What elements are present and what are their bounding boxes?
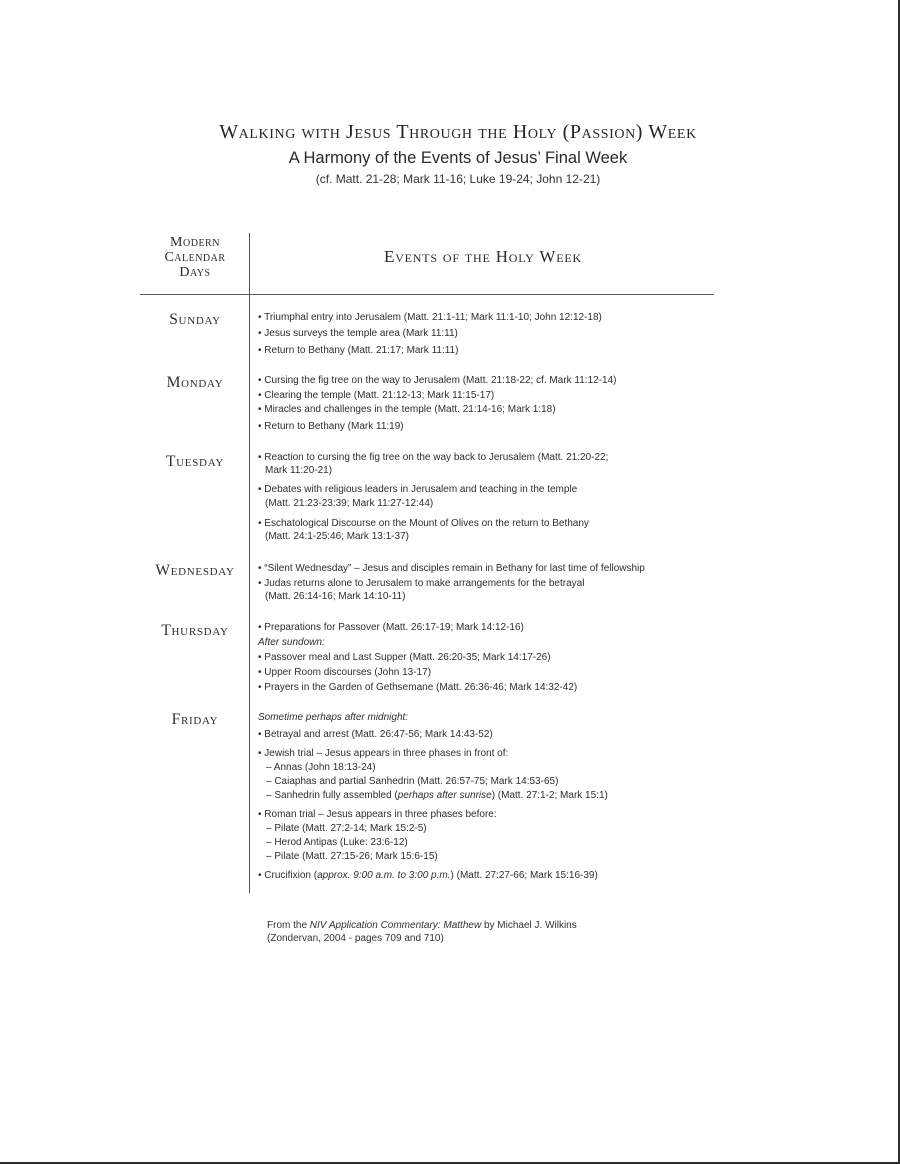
event-monday-1: • Cursing the fig tree on the way to Jerusalem (Matt. 21:18-22; cf. Mark 11:12-14) [258, 375, 617, 386]
event-tuesday-2-cont: (Matt. 21:23-23:39; Mark 11:27-12:44) [265, 498, 434, 509]
event-thursday-3: • Upper Room discourses (John 13-17) [258, 667, 432, 678]
day-wednesday: Wednesday [155, 562, 235, 579]
event-wednesday-2-cont: (Matt. 26:14-16; Mark 14:10-11) [265, 591, 406, 602]
event-tuesday-1: • Reaction to cursing the fig tree on the way back to Jerusalem (Matt. 21:20-22; [258, 452, 609, 463]
column-header-days-line2: Calendar [164, 250, 226, 265]
event-monday-3: • Miracles and challenges in the temple (Matt. 21:14-16; Mark 1:18) [258, 404, 556, 415]
source-prefix: From the [267, 920, 310, 931]
event-tuesday-2: • Debates with religious leaders in Jerusalem and teaching in the temple [258, 484, 578, 495]
event-friday-1: • Betrayal and arrest (Matt. 26:47-56; Mark 14:43-52) [258, 729, 493, 740]
event-friday-4-note: approx. 9:00 a.m. to 3:00 p.m. [317, 870, 451, 881]
event-sunday-3: • Return to Bethany (Matt. 21:17; Mark 11:11) [258, 345, 459, 356]
event-tuesday-1-cont: Mark 11:20-21) [265, 465, 333, 476]
day-tuesday: Tuesday [166, 453, 224, 470]
column-header-days-line1: Modern [170, 235, 220, 250]
event-wednesday-2: • Judas returns alone to Jerusalem to make arrangements for the betrayal [258, 578, 585, 589]
source-book: NIV Application Commentary: Matthew [309, 920, 482, 931]
event-tuesday-3: • Eschatological Discourse on the Mount of Olives on the return to Bethany [258, 518, 589, 529]
event-friday-3: • Roman trial – Jesus appears in three phases before: [258, 809, 497, 820]
event-friday-4 [258, 869, 718, 882]
event-thursday-2: • Passover meal and Last Supper (Matt. 26:20-35; Mark 14:17-26) [258, 652, 551, 663]
event-friday-2-sanhedrin-a: – Sanhedrin fully assembled ( [266, 790, 398, 801]
event-thursday-4: • Prayers in the Garden of Gethsemane (Matt. 26:36-46; Mark 14:32-42) [258, 682, 578, 693]
day-thursday: Thursday [161, 622, 229, 639]
event-tuesday-3-cont: (Matt. 24:1-25:46; Mark 13:1-37) [265, 531, 409, 542]
source-publisher: (Zondervan, 2004 - pages 709 and 710) [267, 933, 444, 944]
event-friday-3-herod: – Herod Antipas (Luke: 23:6-12) [266, 837, 408, 848]
event-friday-2-caiaphas: – Caiaphas and partial Sanhedrin (Matt. 26:57-75; Mark 14:53-65) [266, 776, 559, 787]
column-header-events: Events of the Holy Week [384, 247, 582, 266]
event-sunday-1: • Triumphal entry into Jerusalem (Matt. 21:1-11; Mark 11:1-10; John 12:12-18) [258, 312, 602, 323]
event-friday-4-b: ) (Matt. 27:27-66; Mark 15:16-39) [450, 870, 598, 881]
day-sunday: Sunday [169, 311, 221, 328]
day-monday: Monday [166, 374, 224, 391]
event-wednesday-1: • “Silent Wednesday” – Jesus and disciples remain in Bethany for last time of fellowship [258, 563, 645, 574]
column-header-days [142, 235, 248, 280]
page-subtitle: A Harmony of the Events of Jesus’ Final Week [288, 149, 628, 167]
page-title: Walking with Jesus Through the Holy (Passion) Week [219, 121, 697, 143]
event-monday-2: • Clearing the temple (Matt. 21:12-13; Mark 11:15-17) [258, 390, 495, 401]
day-friday: Friday [171, 711, 219, 728]
event-friday-2: • Jewish trial – Jesus appears in three phases in front of: [258, 748, 509, 759]
event-friday-2-sanhedrin-b: ) (Matt. 27:1-2; Mark 15:1) [491, 790, 608, 801]
source-citation [267, 919, 687, 945]
column-divider [249, 233, 250, 893]
event-thursday-note: After sundown: [258, 637, 325, 648]
event-thursday-1: • Preparations for Passover (Matt. 26:17-19; Mark 14:12-16) [258, 622, 524, 633]
event-monday-4: • Return to Bethany (Mark 11:19) [258, 421, 404, 432]
event-friday-2-sanhedrin [266, 789, 726, 802]
event-friday-3-pilate-1: – Pilate (Matt. 27:2-14; Mark 15:2-5) [266, 823, 427, 834]
source-author: by Michael J. Wilkins [481, 920, 577, 931]
event-friday-2-annas: – Annas (John 18:13-24) [266, 762, 376, 773]
source-citation-line1 [267, 919, 687, 932]
scripture-references: (cf. Matt. 21-28; Mark 11-16; Luke 19-24; John 12-21) [315, 172, 601, 186]
column-header-days-line3: Days [179, 265, 211, 280]
event-sunday-2: • Jesus surveys the temple area (Mark 11:11) [258, 328, 458, 339]
event-friday-4-a: • Crucifixion ( [258, 870, 318, 881]
event-friday-3-pilate-2: – Pilate (Matt. 27:15-26; Mark 15:6-15) [266, 851, 438, 862]
event-friday-note: Sometime perhaps after midnight: [258, 712, 409, 723]
header-rule [140, 294, 714, 295]
event-friday-2-sanhedrin-note: perhaps after sunrise [397, 790, 492, 801]
